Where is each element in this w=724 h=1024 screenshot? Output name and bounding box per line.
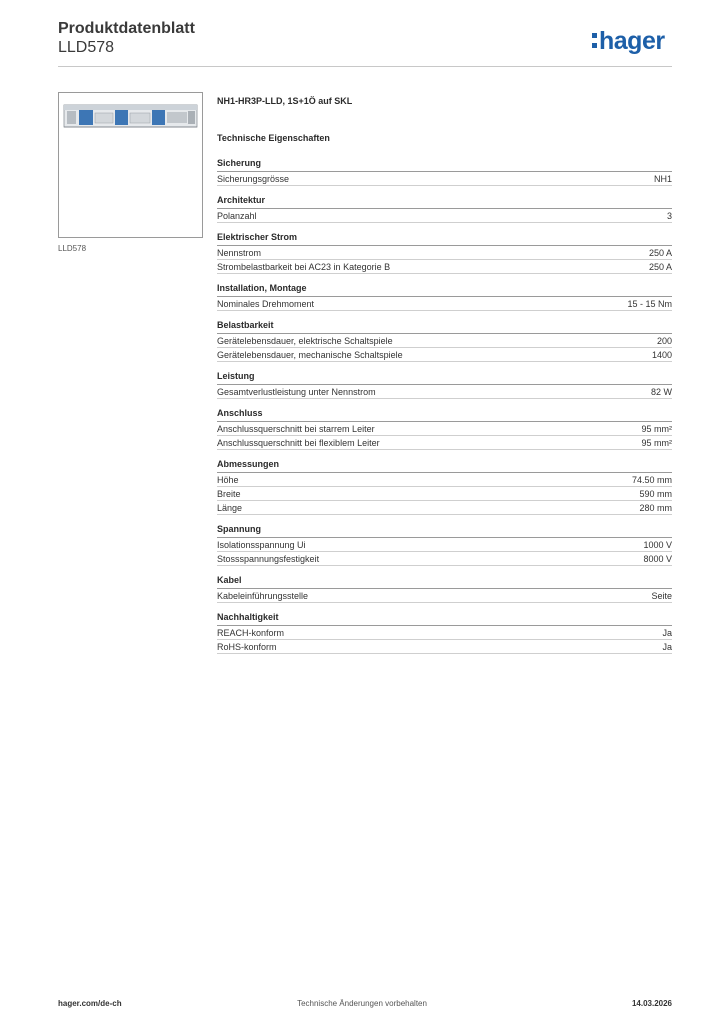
property-label: Anschlussquerschnitt bei starrem Leiter: [217, 424, 375, 434]
property-row: [217, 436, 672, 450]
property-group: [217, 231, 672, 274]
property-label: Anschlussquerschnitt bei flexiblem Leiter: [217, 438, 380, 448]
property-row: [217, 552, 672, 566]
property-group: [217, 574, 672, 603]
property-value: Ja: [662, 642, 672, 652]
footer-website: hager.com/de-ch: [58, 999, 122, 1008]
header-divider: [58, 66, 672, 67]
logo-dots-icon: [592, 33, 597, 48]
property-row: [217, 538, 672, 552]
property-label: RoHS-konform: [217, 642, 277, 652]
hager-logo: [592, 29, 665, 54]
property-row: [217, 501, 672, 515]
group-title: Sicherung: [217, 157, 672, 172]
property-group: [217, 157, 672, 186]
property-label: Länge: [217, 503, 243, 513]
property-value: 590 mm: [639, 489, 672, 499]
fuse-switch-icon: [59, 93, 202, 237]
property-group: [217, 370, 672, 399]
property-value: 95 mm²: [641, 424, 672, 434]
property-group: [217, 407, 672, 450]
property-row: [217, 334, 672, 348]
property-row: [217, 297, 672, 311]
property-group: [217, 282, 672, 311]
property-label: Strombelastbarkeit bei AC23 in Kategorie B: [217, 262, 391, 272]
property-label: Nominales Drehmoment: [217, 299, 315, 309]
property-group: [217, 194, 672, 223]
property-row: [217, 172, 672, 186]
property-label: Nennstrom: [217, 248, 262, 258]
group-title: Spannung: [217, 523, 672, 538]
property-row: [217, 640, 672, 654]
property-value: Seite: [651, 591, 672, 601]
properties-panel: [217, 96, 672, 662]
group-title: Abmessungen: [217, 458, 672, 473]
property-row: [217, 626, 672, 640]
property-group: [217, 611, 672, 654]
property-label: Gesamtverlustleistung unter Nennstrom: [217, 387, 376, 397]
property-label: Kabeleinführungsstelle: [217, 591, 309, 601]
property-row: [217, 385, 672, 399]
property-value: Ja: [662, 628, 672, 638]
property-value: NH1: [653, 174, 672, 184]
product-name: NH1-HR3P-LLD, 1S+1Ö auf SKL: [217, 96, 353, 106]
property-row: [217, 246, 672, 260]
property-row: [217, 473, 672, 487]
property-row: [217, 260, 672, 274]
property-value: 15 - 15 Nm: [627, 299, 672, 309]
footer-notice: Technische Änderungen vorbehalten: [297, 999, 427, 1008]
property-row: [217, 422, 672, 436]
property-row: [217, 487, 672, 501]
property-row: [217, 589, 672, 603]
section-heading: Technische Eigenschaften: [217, 133, 330, 143]
property-label: REACH-konform: [217, 628, 285, 638]
document-title: Produktdatenblatt: [58, 20, 195, 37]
group-title: Belastbarkeit: [217, 319, 672, 334]
group-title: Installation, Montage: [217, 282, 672, 297]
property-value: 280 mm: [639, 503, 672, 513]
property-value: 1400: [651, 350, 672, 360]
property-value: 1000 V: [643, 540, 672, 550]
group-title: Anschluss: [217, 407, 672, 422]
property-value: 3: [666, 211, 672, 221]
group-title: Leistung: [217, 370, 672, 385]
property-value: 8000 V: [643, 554, 672, 564]
logo-text: hager: [599, 27, 665, 55]
property-groups: [217, 157, 672, 654]
group-title: Kabel: [217, 574, 672, 589]
property-row: [217, 209, 672, 223]
property-group: [217, 319, 672, 362]
property-row: [217, 348, 672, 362]
property-value: 95 mm²: [641, 438, 672, 448]
image-caption: LLD578: [58, 244, 87, 253]
property-value: 74.50 mm: [631, 475, 672, 485]
group-title: Nachhaltigkeit: [217, 611, 672, 626]
group-title: Architektur: [217, 194, 672, 209]
property-value: 200: [656, 336, 672, 346]
property-group: [217, 458, 672, 515]
property-value: 250 A: [648, 248, 672, 258]
group-title: Elektrischer Strom: [217, 231, 672, 246]
product-code: LLD578: [58, 39, 115, 56]
product-image: [58, 92, 203, 238]
property-label: Breite: [217, 489, 241, 499]
property-label: Sicherungsgrösse: [217, 174, 290, 184]
property-value: 82 W: [650, 387, 672, 397]
property-label: Polanzahl: [217, 211, 257, 221]
property-label: Gerätelebensdauer, elektrische Schaltspiele: [217, 336, 393, 346]
property-group: [217, 523, 672, 566]
footer-date: 14.03.2026: [631, 999, 672, 1008]
property-label: Isolationsspannung Ui: [217, 540, 306, 550]
property-label: Gerätelebensdauer, mechanische Schaltspiele: [217, 350, 403, 360]
property-label: Höhe: [217, 475, 239, 485]
property-label: Stossspannungsfestigkeit: [217, 554, 320, 564]
property-value: 250 A: [648, 262, 672, 272]
